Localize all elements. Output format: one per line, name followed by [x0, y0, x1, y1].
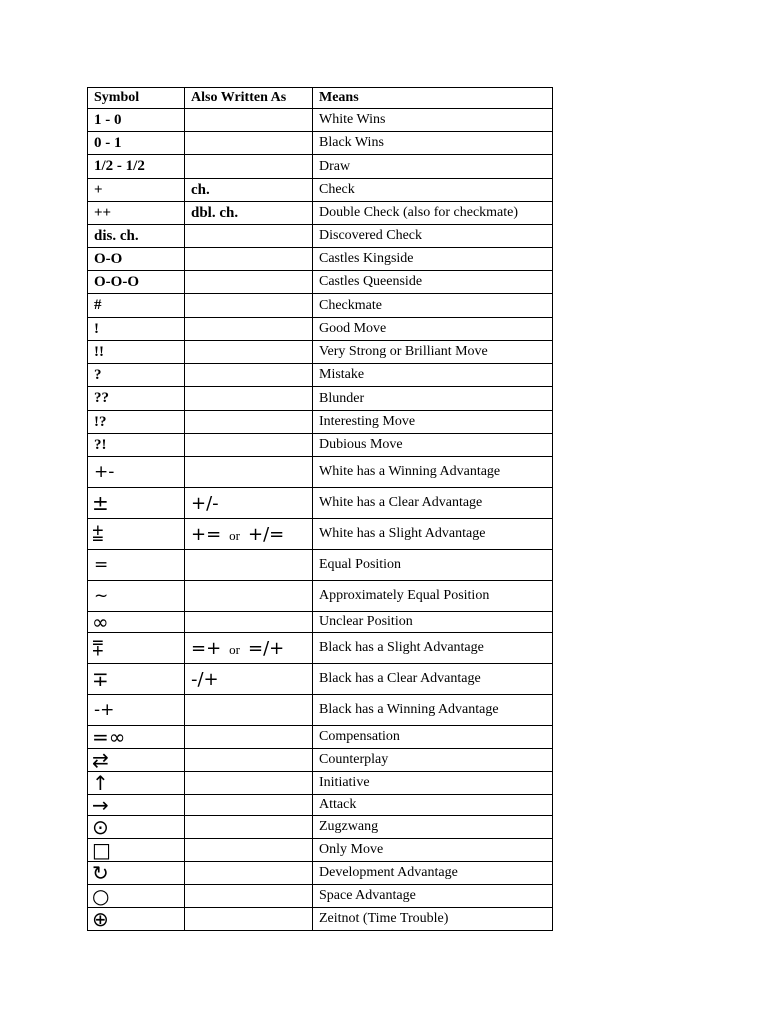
symbol-cell: ? [88, 364, 185, 387]
means-cell: Black has a Winning Advantage [313, 695, 553, 726]
table-row [88, 816, 553, 839]
means-cell: White has a Clear Advantage [313, 488, 553, 519]
symbol-cell: + [88, 179, 185, 202]
means-cell: White has a Winning Advantage [313, 457, 553, 488]
means-cell: Compensation [313, 726, 553, 749]
symbol-cell: = [88, 550, 185, 581]
table-row [88, 271, 553, 294]
means-cell: Check [313, 179, 553, 202]
table-row [88, 202, 553, 225]
alt-notation: += [191, 523, 222, 545]
table-row [88, 364, 553, 387]
also-written-as-cell [185, 387, 313, 411]
also-written-as-cell [185, 341, 313, 364]
means-cell: Very Strong or Brilliant Move [313, 341, 553, 364]
table-row [88, 411, 553, 434]
alt-notation: =/+ [248, 637, 285, 659]
symbol-cell: ⇄ [88, 749, 185, 772]
means-cell: Attack [313, 795, 553, 816]
symbol-cell: O-O [88, 248, 185, 271]
also-written-as-cell [185, 318, 313, 341]
table-row [88, 664, 553, 695]
symbol-cell: ?! [88, 434, 185, 457]
table-row [88, 550, 553, 581]
also-written-as-cell [185, 109, 313, 132]
means-cell: Dubious Move [313, 434, 553, 457]
means-cell: Black has a Clear Advantage [313, 664, 553, 695]
means-cell: Good Move [313, 318, 553, 341]
also-written-as-cell [185, 885, 313, 908]
table-row [88, 318, 553, 341]
also-written-as-cell [185, 862, 313, 885]
table-row [88, 179, 553, 202]
also-written-as-cell [185, 816, 313, 839]
symbol-cell: ⩲ [88, 519, 185, 550]
table-row [88, 695, 553, 726]
or-connector: or [229, 527, 241, 543]
also-written-as-cell [185, 132, 313, 155]
table-row [88, 633, 553, 664]
table-body [88, 109, 553, 931]
also-written-as-cell [185, 457, 313, 488]
means-cell: Counterplay [313, 749, 553, 772]
table-row [88, 885, 553, 908]
means-cell: Blunder [313, 387, 553, 411]
means-cell: Initiative [313, 772, 553, 795]
symbol-cell: -+ [88, 695, 185, 726]
table-row [88, 155, 553, 179]
table-row [88, 862, 553, 885]
also-written-as-cell [185, 550, 313, 581]
also-written-as-cell [185, 612, 313, 633]
alt-notation: =+ [191, 637, 222, 659]
symbol-cell: ! [88, 318, 185, 341]
also-written-as-cell [185, 434, 313, 457]
symbol-cell: ++ [88, 202, 185, 225]
symbol-cell: ~ [88, 581, 185, 612]
means-cell: Only Move [313, 839, 553, 862]
means-cell: Castles Queenside [313, 271, 553, 294]
table-row [88, 772, 553, 795]
means-cell: Zugzwang [313, 816, 553, 839]
symbol-cell: ↻ [88, 862, 185, 885]
symbol-cell: ± [88, 488, 185, 519]
symbol-cell: # [88, 294, 185, 318]
means-cell: Draw [313, 155, 553, 179]
also-written-as-cell [185, 749, 313, 772]
alt-notation: +/= [248, 523, 285, 545]
also-written-as-cell: -/+ [185, 664, 313, 695]
also-written-as-cell [185, 726, 313, 749]
also-written-as-cell [185, 581, 313, 612]
table-row [88, 434, 553, 457]
table-row [88, 457, 553, 488]
table-row [88, 248, 553, 271]
header-means: Means [313, 88, 553, 109]
symbol-cell: → [88, 795, 185, 816]
symbol-cell: dis. ch. [88, 225, 185, 248]
symbol-cell: ∞ [88, 612, 185, 633]
also-written-as-cell [185, 908, 313, 931]
table-row [88, 612, 553, 633]
also-written-as-cell [185, 248, 313, 271]
table-row [88, 341, 553, 364]
also-written-as-cell: dbl. ch. [185, 202, 313, 225]
means-cell: White Wins [313, 109, 553, 132]
header-row [88, 88, 553, 109]
also-written-as-cell [185, 411, 313, 434]
also-written-as-cell [185, 633, 313, 664]
table-row [88, 839, 553, 862]
means-cell: Double Check (also for checkmate) [313, 202, 553, 225]
table-row [88, 726, 553, 749]
also-written-as-cell [185, 519, 313, 550]
table-row [88, 109, 553, 132]
table-row [88, 795, 553, 816]
symbol-cell: □ [88, 839, 185, 862]
or-connector: or [229, 641, 241, 657]
also-written-as-cell [185, 772, 313, 795]
table-row [88, 581, 553, 612]
symbol-cell: ∓ [88, 664, 185, 695]
symbol-cell: ⊙ [88, 816, 185, 839]
table-row [88, 908, 553, 931]
symbol-cell: 1/2 - 1/2 [88, 155, 185, 179]
table-row [88, 225, 553, 248]
means-cell: Black Wins [313, 132, 553, 155]
symbol-cell: ⩱ [88, 633, 185, 664]
means-cell: Development Advantage [313, 862, 553, 885]
means-cell: White has a Slight Advantage [313, 519, 553, 550]
means-cell: Discovered Check [313, 225, 553, 248]
table-row [88, 387, 553, 411]
means-cell: Approximately Equal Position [313, 581, 553, 612]
means-cell: Black has a Slight Advantage [313, 633, 553, 664]
symbol-cell: =∞ [88, 726, 185, 749]
symbol-cell: O-O-O [88, 271, 185, 294]
also-written-as-cell [185, 225, 313, 248]
symbol-cell: 1 - 0 [88, 109, 185, 132]
header-symbol: Symbol [88, 88, 185, 109]
means-cell: Space Advantage [313, 885, 553, 908]
symbol-cell: ↑ [88, 772, 185, 795]
symbol-cell: ⊕ [88, 908, 185, 931]
also-written-as-cell: +/- [185, 488, 313, 519]
also-written-as-cell [185, 795, 313, 816]
also-written-as-cell: ch. [185, 179, 313, 202]
symbol-cell: !! [88, 341, 185, 364]
also-written-as-cell [185, 364, 313, 387]
also-written-as-cell [185, 271, 313, 294]
means-cell: Zeitnot (Time Trouble) [313, 908, 553, 931]
means-cell: Unclear Position [313, 612, 553, 633]
header-also-written-as: Also Written As [185, 88, 313, 109]
symbol-cell: ?? [88, 387, 185, 411]
means-cell: Mistake [313, 364, 553, 387]
table-row [88, 294, 553, 318]
chess-notation-table [87, 87, 553, 931]
symbol-cell: 0 - 1 [88, 132, 185, 155]
table-row [88, 519, 553, 550]
means-cell: Checkmate [313, 294, 553, 318]
table-row [88, 132, 553, 155]
also-written-as-cell [185, 695, 313, 726]
table-row [88, 488, 553, 519]
also-written-as-cell [185, 839, 313, 862]
means-cell: Equal Position [313, 550, 553, 581]
also-written-as-cell [185, 294, 313, 318]
means-cell: Interesting Move [313, 411, 553, 434]
symbol-cell: !? [88, 411, 185, 434]
means-cell: Castles Kingside [313, 248, 553, 271]
table-row [88, 749, 553, 772]
symbol-cell: ○ [88, 885, 185, 908]
symbol-cell: +- [88, 457, 185, 488]
also-written-as-cell [185, 155, 313, 179]
